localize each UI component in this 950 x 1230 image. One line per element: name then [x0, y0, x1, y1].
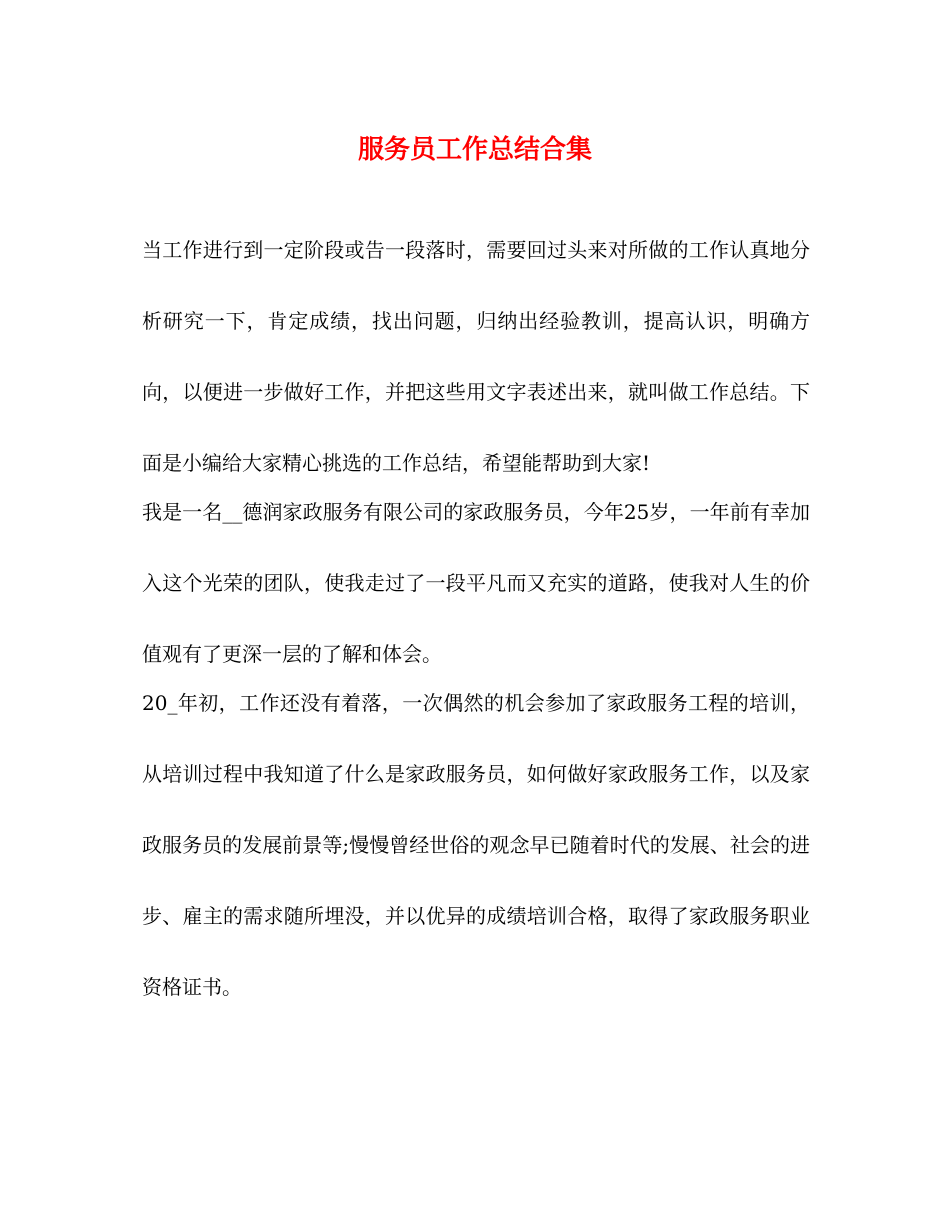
paragraph-self-introduction: 我是一名__德润家政服务有限公司的家政服务员，今年25岁，一年前有幸加入这个光荣的团队，使我走过了一段平凡而又充实的道路，使我对人生的价值观有了更深一层的了解和体会。 — [142, 500, 810, 666]
paragraph-training: 20_年初，工作还没有着落，一次偶然的机会参加了家政服务工程的培训，从培训过程中我知道了什么是家政服务员，如何做好家政服务工作，以及家政服务员的发展前景等;慢慢曾经世俗的观念早已随着时代的发展、社会的进步、雇主的需求随所埋没，并以优异的成绩培训合格，取得了家政服务职业资格证书。 — [142, 691, 810, 999]
document-title: 服务员工作总结合集 — [357, 135, 592, 165]
paragraph-intro: 当工作进行到一定阶段或告一段落时，需要回过头来对所做的工作认真地分析研究一下，肯定成绩，找出问题，归纳出经验教训，提高认识，明确方向，以便进一步做好工作，并把这些用文字表述出来，就叫做工作总结。下面是小编给大家精心挑选的工作总结，希望能帮助到大家! — [142, 238, 810, 475]
document-body — [142, 215, 810, 1023]
